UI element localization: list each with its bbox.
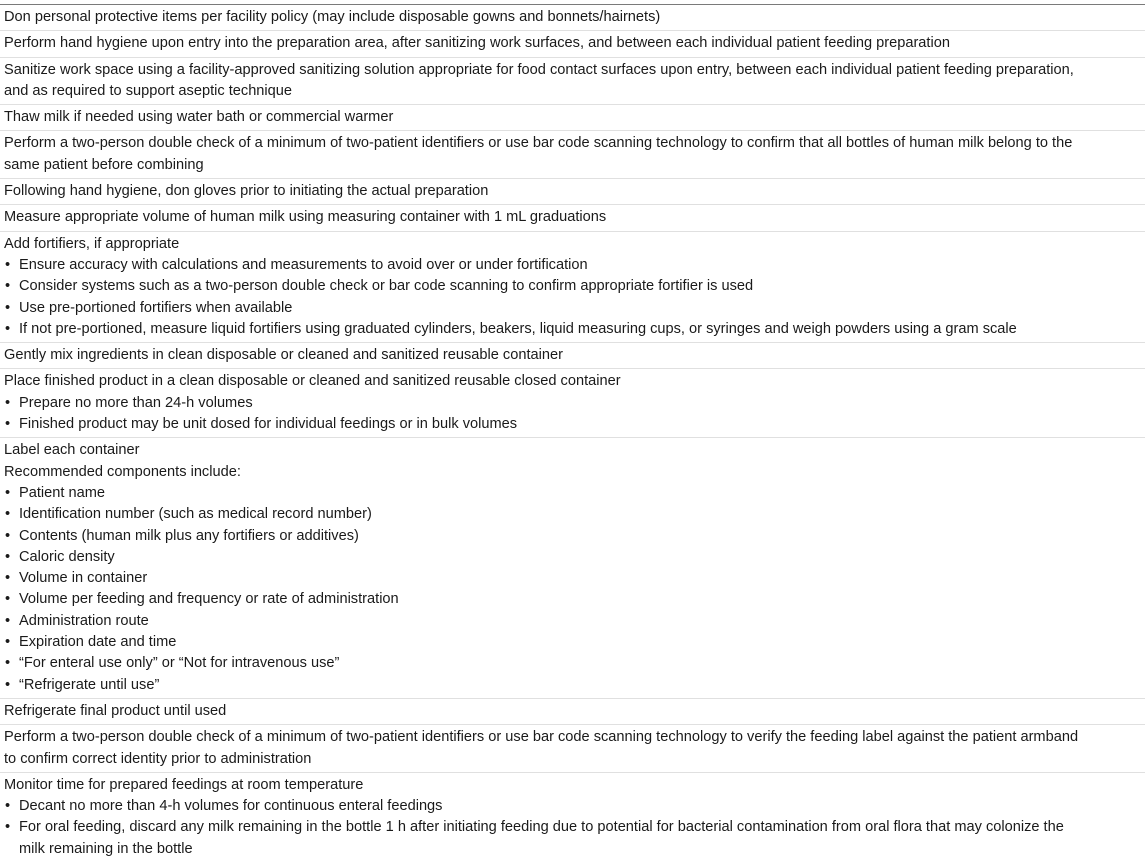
bullet-text: Finished product may be unit dosed for individual feedings or in bulk volumes: [19, 416, 518, 433]
bullet-item: [4, 547, 1145, 568]
bullet-text: Caloric density: [19, 548, 115, 565]
table-row: [0, 368, 1145, 437]
bullet-text: For oral feeding, discard any milk remaining in the bottle 1 h after initiating feeding due to potential for bacterial contamination from oral flora that may colonize the milk remaining in the bottle: [19, 819, 1064, 857]
bullet-icon: •: [5, 394, 11, 411]
row-text: Gently mix ingredients in clean disposable or cleaned and sanitized reusable container: [4, 347, 563, 364]
row-text: Perform a two-person double check of a minimum of two-patient identifiers or use bar code scanning technology to confirm that all bottles of human milk belong to the: [4, 135, 1073, 152]
bullet-item: [4, 319, 1145, 340]
row-text: Refrigerate final product until used: [4, 702, 227, 719]
table-top-rule: [0, 4, 1145, 5]
bullet-item: [4, 483, 1145, 504]
bullet-icon: •: [5, 676, 11, 693]
table-row: [0, 57, 1145, 105]
bullet-icon: •: [5, 256, 11, 273]
row-text: same patient before combining: [4, 156, 204, 173]
bullet-text: Prepare no more than 24-h volumes: [19, 394, 253, 411]
bullet-item: [4, 255, 1145, 276]
row-text: Measure appropriate volume of human milk using measuring container with 1 mL graduations: [4, 209, 607, 226]
bullet-icon: •: [5, 634, 11, 651]
row-text: Label each container: [4, 442, 140, 459]
bullet-item: [4, 568, 1145, 589]
table-row: [0, 30, 1145, 56]
bullet-icon: •: [5, 548, 11, 565]
bullet-item: [4, 414, 1145, 435]
bullet-icon: •: [5, 612, 11, 629]
bullet-icon: •: [5, 819, 11, 836]
bullet-icon: •: [5, 591, 11, 608]
bullet-text: Volume per feeding and frequency or rate of administration: [19, 591, 399, 608]
bullet-item: [4, 393, 1145, 414]
bullet-icon: •: [5, 527, 11, 544]
row-text: Thaw milk if needed using water bath or commercial warmer: [4, 109, 394, 126]
bullet-text: Decant no more than 4-h volumes for continuous enteral feedings: [19, 798, 443, 815]
table-row: [0, 437, 1145, 698]
bullet-item: [4, 653, 1145, 674]
table-row: [0, 772, 1145, 862]
bullet-text: Volume in container: [19, 570, 148, 587]
bullet-text: Patient name: [19, 484, 105, 501]
bullet-icon: •: [5, 570, 11, 587]
table-row: [0, 698, 1145, 724]
bullet-item: [4, 589, 1145, 610]
bullet-item: [4, 817, 1145, 860]
row-text: Add fortifiers, if appropriate: [4, 235, 180, 252]
bullet-icon: •: [5, 655, 11, 672]
row-text: Perform hand hygiene upon entry into the preparation area, after sanitizing work surfaces, and between each individual patient feeding preparation: [4, 35, 950, 52]
bullet-text: If not pre-portioned, measure liquid fortifiers using graduated cylinders, beakers, liquid measuring cups, or syringes and weigh powders using a gram scale: [19, 320, 1017, 337]
row-text: Place finished product in a clean disposable or cleaned and sanitized reusable closed container: [4, 373, 621, 390]
table-row: [0, 104, 1145, 130]
row-text: Perform a two-person double check of a minimum of two-patient identifiers or use bar code scanning technology to verify the feeding label against the patient armband: [4, 729, 1079, 746]
bullet-item: [4, 675, 1145, 696]
bullet-icon: •: [5, 506, 11, 523]
table-row: [0, 130, 1145, 178]
bullet-text: Consider systems such as a two-person double check or bar code scanning to confirm appropriate fortifier is used: [19, 278, 754, 295]
bullet-item: [4, 298, 1145, 319]
row-text: Don personal protective items per facility policy (may include disposable gowns and bonnets/hairnets): [4, 9, 661, 25]
row-text: Following hand hygiene, don gloves prior to initiating the actual preparation: [4, 183, 489, 200]
bullet-text: Expiration date and time: [19, 634, 177, 651]
bullet-text: Identification number (such as medical record number): [19, 506, 372, 523]
bullet-item: [4, 611, 1145, 632]
bullet-item: [4, 632, 1145, 653]
bullet-item: [4, 276, 1145, 297]
row-text: Recommended components include:: [4, 463, 241, 480]
bullet-text: “Refrigerate until use”: [19, 676, 160, 693]
table-row: [0, 178, 1145, 204]
bullet-icon: •: [5, 416, 11, 433]
table-row: [0, 231, 1145, 342]
table-row: [0, 724, 1145, 772]
bullet-item: [4, 504, 1145, 525]
table-row: [0, 204, 1145, 230]
bullet-icon: •: [5, 320, 11, 337]
bullet-text: Use pre-portioned fortifiers when available: [19, 299, 293, 316]
bullet-text: Administration route: [19, 612, 149, 629]
row-text: Monitor time for prepared feedings at room temperature: [4, 776, 364, 793]
bullet-text: “For enteral use only” or “Not for intravenous use”: [19, 655, 340, 672]
bullet-icon: •: [5, 798, 11, 815]
row-text: to confirm correct identity prior to administration: [4, 750, 312, 767]
table-row: [0, 7, 1145, 30]
bullet-item: [4, 796, 1145, 817]
row-text: Sanitize work space using a facility-approved sanitizing solution appropriate for food contact surfaces upon entry, between each individual patient feeding preparation,: [4, 61, 1074, 78]
table-row: [0, 342, 1145, 368]
bullet-text: Contents (human milk plus any fortifiers or additives): [19, 527, 359, 544]
table-rows: [0, 7, 1145, 862]
bullet-icon: •: [5, 484, 11, 501]
bullet-item: [4, 526, 1145, 547]
row-text: and as required to support aseptic technique: [4, 82, 293, 99]
bullet-text: Ensure accuracy with calculations and measurements to avoid over or under fortification: [19, 256, 588, 273]
bullet-icon: •: [5, 278, 11, 295]
bullet-icon: •: [5, 299, 11, 316]
